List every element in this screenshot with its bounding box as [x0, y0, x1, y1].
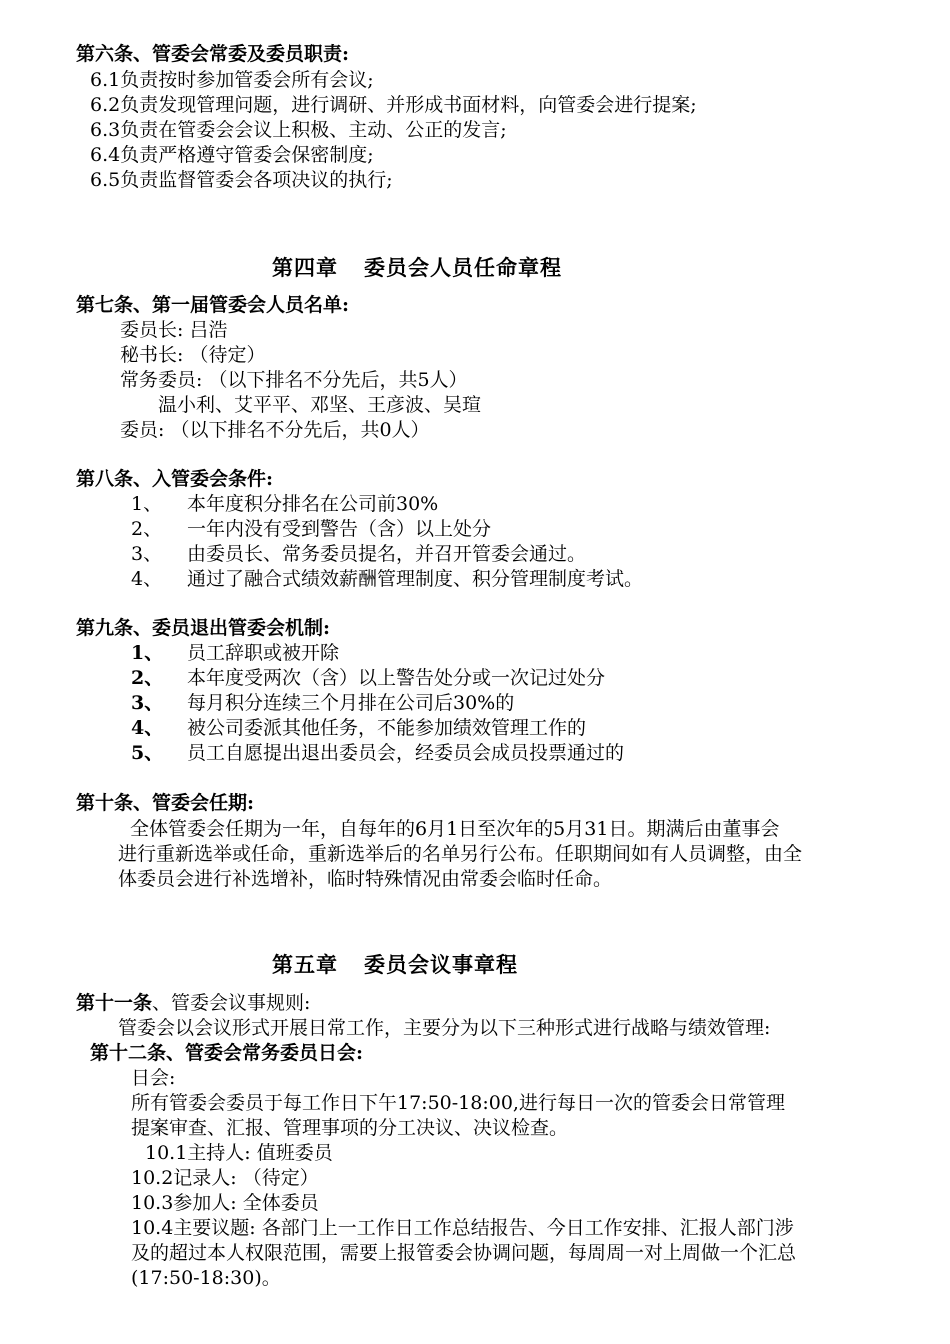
- item-number: 1、: [131, 493, 163, 515]
- article-8-item: [131, 567, 643, 592]
- item-text: 本年度积分排名在公司前30%: [187, 493, 439, 515]
- article-9-item: [131, 641, 339, 666]
- item-text: 员工自愿提出退出委员会，经委员会成员投票通过的: [187, 742, 625, 764]
- article-11-text: 管委会以会议形式开展日常工作，主要分为以下三种形式进行战略与绩效管理:: [118, 1017, 771, 1039]
- item-number: 4、: [131, 717, 164, 739]
- item-text: 一年内没有受到警告（含）以上处分: [187, 518, 492, 540]
- daily-meeting-item: 10.2记录人: （待定）: [131, 1167, 319, 1189]
- standing-members-names: 温小利、艾平平、邓坚、王彦波、吴瑄: [158, 394, 482, 416]
- article-8-item: [131, 492, 438, 517]
- chapter-5-title: [272, 951, 518, 979]
- article-10-heading: 第十条、管委会任期:: [76, 792, 255, 814]
- article-9-item: [131, 741, 624, 766]
- article-10-text-line: 体委员会进行补选增补，临时特殊情况由常委会临时任命。: [118, 868, 613, 890]
- article-7-heading: 第七条、第一届管委会人员名单:: [76, 294, 350, 316]
- item-text: 通过了融合式绩效薪酬管理制度、积分管理制度考试。: [187, 568, 644, 590]
- article-9-heading: 第九条、委员退出管委会机制:: [76, 617, 331, 639]
- item-text: 本年度受两次（含）以上警告处分或一次记过处分: [187, 667, 606, 689]
- item-number: 3、: [131, 692, 164, 714]
- daily-meeting-label: 日会:: [131, 1067, 176, 1089]
- item-number: 3、: [131, 543, 163, 565]
- article-10-text-line: 进行重新选举或任命，重新选举后的名单另行公布。任职期间如有人员调整，由全: [118, 843, 803, 865]
- item-number: 2、: [131, 667, 164, 689]
- article-11-number: 第十一条: [76, 992, 153, 1014]
- item-text: 每月积分连续三个月排在公司后30%的: [187, 692, 515, 714]
- article-10-text-line: 全体管委会任期为一年，自每年的6月1日至次年的5月31日。期满后由董事会: [130, 818, 780, 840]
- daily-meeting-topic-line: 10.4主要议题: 各部门上一工作日工作总结报告、今日工作安排、汇报人部门涉: [131, 1217, 794, 1239]
- article-9-item: [131, 691, 514, 716]
- article-8-item: [131, 542, 586, 567]
- article-8-heading: 第八条、入管委会条件:: [76, 468, 274, 490]
- item-text: 员工辞职或被开除: [187, 642, 340, 664]
- item-number: 1、: [131, 642, 164, 664]
- secretary-line: 秘书长: （待定）: [120, 344, 266, 366]
- article-8-item: [131, 517, 491, 542]
- article-11-title: 、管委会议事规则:: [152, 992, 311, 1014]
- chapter-4-title: [272, 254, 562, 282]
- item-number: 2、: [131, 518, 163, 540]
- article-9-item: [131, 666, 605, 691]
- item-text: 由委员长、常务委员提名，并召开管委会通过。: [187, 543, 587, 565]
- item-number: 5、: [131, 742, 164, 764]
- article-6-item: 6.2负责发现管理问题，进行调研、并形成书面材料，向管委会进行提案;: [90, 94, 697, 116]
- chapter-name: 委员会人员任命章程: [364, 255, 562, 280]
- article-6-item: 6.4负责严格遵守管委会保密制度;: [90, 144, 374, 166]
- daily-meeting-topic-line: (17:50-18:30)。: [131, 1267, 281, 1289]
- item-text: 被公司委派其他任务，不能参加绩效管理工作的: [187, 717, 587, 739]
- article-11-heading: [76, 991, 310, 1016]
- chapter-number: 第四章: [272, 255, 338, 280]
- article-6-item: 6.5负责监督管委会各项决议的执行;: [90, 169, 393, 191]
- article-6-item: 6.1负责按时参加管委会所有会议;: [90, 69, 374, 91]
- article-12-heading: 第十二条、管委会常务委员日会:: [90, 1042, 364, 1064]
- article-9-item: [131, 716, 586, 741]
- daily-meeting-item: 10.3参加人: 全体委员: [131, 1192, 319, 1214]
- chapter-number: 第五章: [272, 952, 338, 977]
- daily-meeting-desc-line: 所有管委会委员于每工作日下午17:50-18:00,进行每日一次的管委会日常管理: [131, 1092, 785, 1114]
- article-6-heading: 第六条、管委会常委及委员职责:: [76, 43, 350, 65]
- members-line: 委员: （以下排名不分先后，共0人）: [120, 419, 430, 441]
- daily-meeting-item: 10.1主持人: 值班委员: [145, 1142, 333, 1164]
- chair-line: 委员长: 吕浩: [120, 319, 228, 341]
- article-6-item: 6.3负责在管委会会议上积极、主动、公正的发言;: [90, 119, 507, 141]
- daily-meeting-topic-line: 及的超过本人权限范围，需要上报管委会协调问题，每周周一对上周做一个汇总: [131, 1242, 797, 1264]
- daily-meeting-desc-line: 提案审查、汇报、管理事项的分工决议、决议检查。: [131, 1117, 569, 1139]
- standing-members-line: 常务委员: （以下排名不分先后，共5人）: [120, 369, 468, 391]
- chapter-name: 委员会议事章程: [364, 952, 518, 977]
- item-number: 4、: [131, 568, 163, 590]
